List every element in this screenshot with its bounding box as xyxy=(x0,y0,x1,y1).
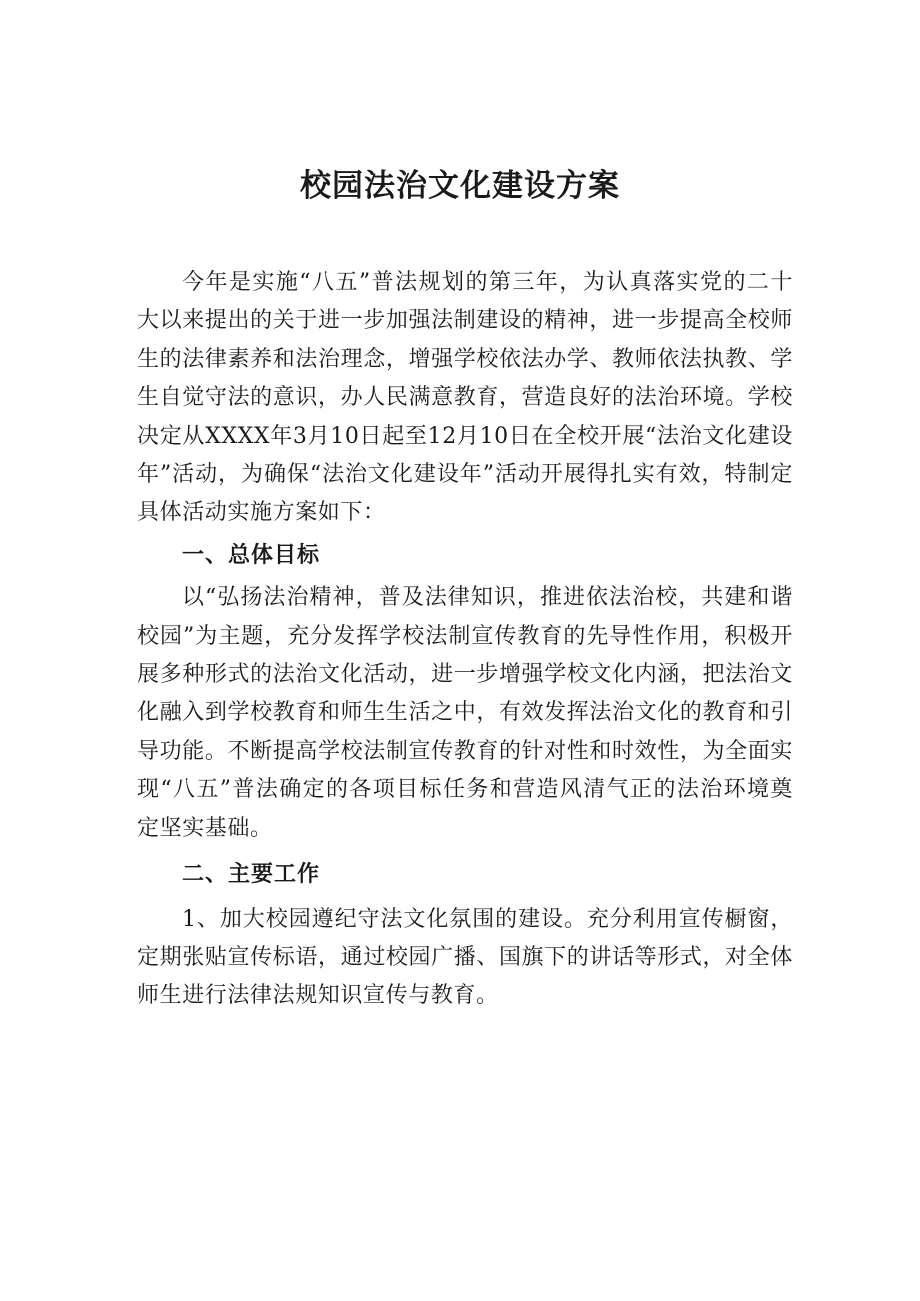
intro-paragraph: 今年是实施“八五”普法规划的第三年，为认真落实党的二十大以来提出的关于进一步加强法制建设的精神，进一步提高全校师生的法律素养和法治理念，增强学校依法办学、教师依法执教、学生自觉守法的意识，办人民满意教育，营造良好的法治环境。学校决定从XXXX年3月10日起至12月10日在全校开展“法治文化建设年”活动，为确保“法治文化建设年”活动开展得扎实有效，特制定具体活动实施方案如下： xyxy=(137,270,793,526)
overall-goal-paragraph: 以“弘扬法治精神，普及法律知识，推进依法治校，共建和谐校园”为主题，充分发挥学校法制宣传教育的先导性作用，积极开展多种形式的法治文化活动，进一步增强学校文化内涵，把法治文化融入到学校教育和师生生活之中，有效发挥法治文化的教育和引导功能。不断提高学校法制宣传教育的针对性和时效性，为全面实现“八五”普法确定的各项目标任务和营造风清气正的法治环境奠定坚实基础。 xyxy=(137,585,793,841)
document-title: 校园法治文化建设方案 xyxy=(300,168,620,204)
section-heading-main-work: 二、主要工作 xyxy=(182,862,321,888)
main-work-paragraph: 1、加大校园遵纪守法文化氛围的建设。充分利用宣传橱窗，定期张贴宣传标语，通过校园广播、国旗下的讲话等形式，对全体师生进行法律法规知识宣传与教育。 xyxy=(137,906,793,1009)
section-heading-overall-goal: 一、总体目标 xyxy=(182,542,321,568)
document-body xyxy=(137,264,793,1016)
